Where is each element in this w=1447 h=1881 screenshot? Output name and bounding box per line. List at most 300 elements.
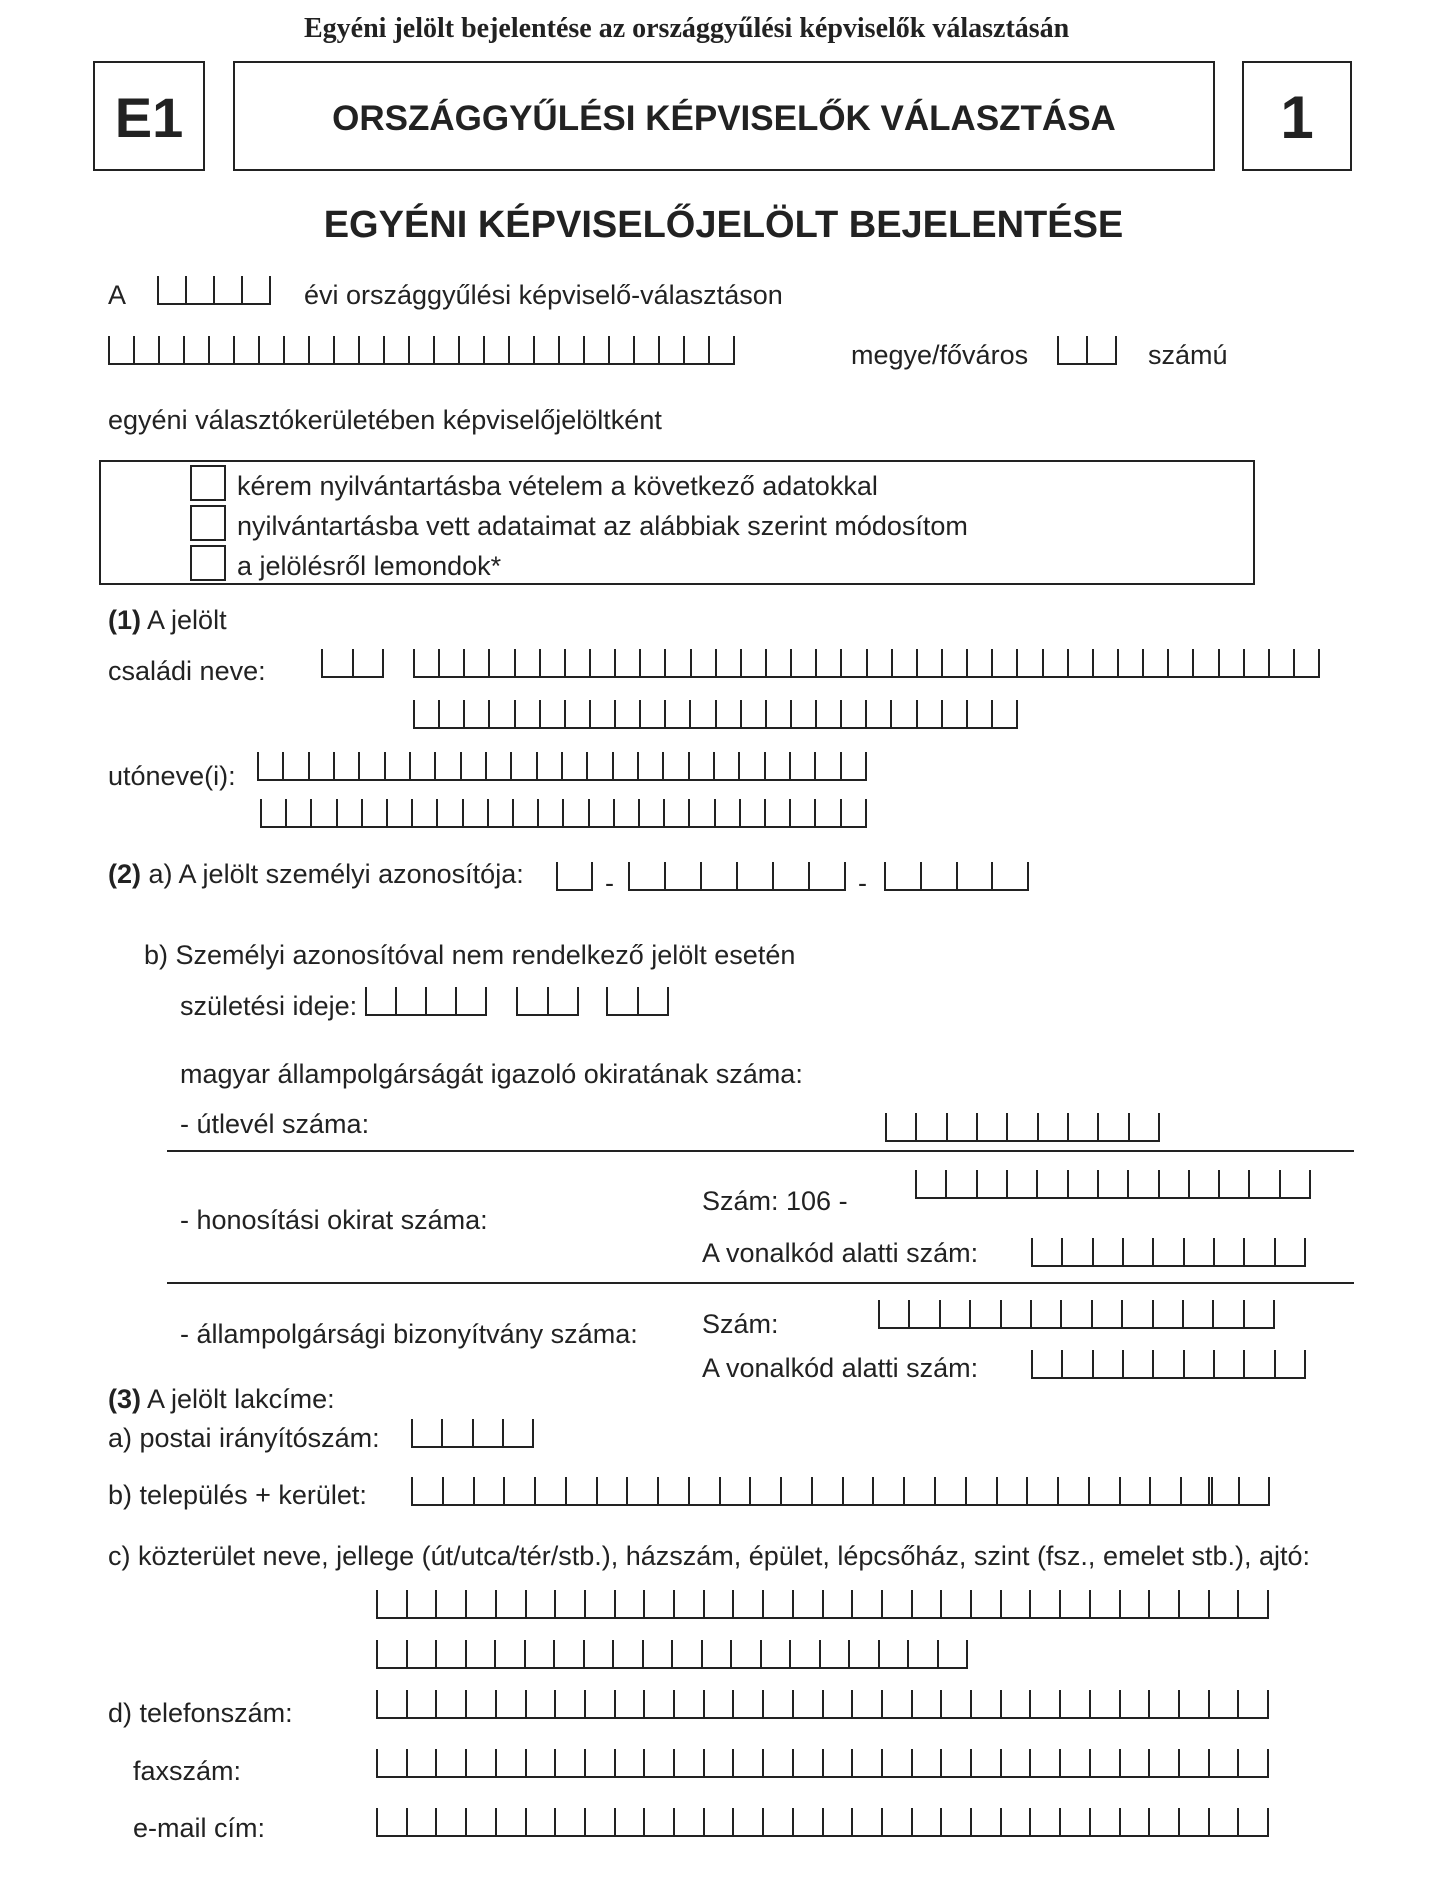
char-cell[interactable] [1237,1590,1269,1617]
char-cell[interactable] [1243,1238,1273,1265]
char-cell[interactable] [1030,1300,1060,1327]
char-cell[interactable] [1212,1300,1242,1327]
char-cell[interactable] [842,1477,873,1504]
char-cell[interactable] [1088,1477,1119,1504]
char-cell[interactable] [438,649,463,676]
char-cell[interactable] [564,700,589,727]
char-cell[interactable] [1061,1350,1091,1377]
char-cell[interactable] [556,862,593,889]
char-cell[interactable] [465,1590,495,1617]
char-cell[interactable] [361,799,386,826]
personal-id-part2-field[interactable] [628,862,846,891]
char-cell[interactable] [1149,1477,1180,1504]
char-cell[interactable] [514,700,539,727]
char-cell[interactable] [596,1477,627,1504]
street-field-line1[interactable] [376,1590,1269,1619]
city-field[interactable] [411,1477,1213,1506]
char-cell[interactable] [976,1170,1006,1197]
char-cell[interactable] [1042,649,1067,676]
char-cell[interactable] [1213,1350,1243,1377]
char-cell[interactable] [260,799,285,826]
char-cell[interactable] [183,336,208,363]
char-cell[interactable] [760,1640,790,1667]
char-cell[interactable] [536,752,561,779]
char-cell[interactable] [1213,1238,1243,1265]
char-cell[interactable] [435,1808,465,1835]
char-cell[interactable] [1243,649,1268,676]
char-cell[interactable] [458,336,483,363]
char-cell[interactable] [608,336,633,363]
char-cell[interactable] [703,1590,733,1617]
char-cell[interactable] [991,700,1018,727]
char-cell[interactable] [1000,1300,1030,1327]
char-cell[interactable] [1059,1749,1089,1776]
char-cell[interactable] [321,649,352,676]
personal-id-part1-field[interactable] [556,862,593,891]
char-cell[interactable] [626,1477,657,1504]
char-cell[interactable] [365,987,395,1014]
street-field-line2[interactable] [376,1640,968,1669]
char-cell[interactable] [688,1477,719,1504]
char-cell[interactable] [614,700,639,727]
char-cell[interactable] [891,649,916,676]
char-cell[interactable] [1089,1749,1119,1776]
char-cell[interactable] [455,987,487,1014]
char-cell[interactable] [435,1590,465,1617]
char-cell[interactable] [406,1640,436,1667]
char-cell[interactable] [1026,1477,1057,1504]
char-cell[interactable] [664,649,689,676]
char-cell[interactable] [714,799,739,826]
zip-field[interactable] [411,1419,534,1448]
char-cell[interactable] [643,1808,673,1835]
char-cell[interactable] [1208,1590,1238,1617]
char-cell[interactable] [941,649,966,676]
char-cell[interactable] [884,862,920,889]
char-cell[interactable] [352,649,385,676]
char-cell[interactable] [762,1749,792,1776]
char-cell[interactable] [584,1590,614,1617]
char-cell[interactable] [514,649,539,676]
char-cell[interactable] [715,700,740,727]
char-cell[interactable] [1293,649,1320,676]
char-cell[interactable] [940,1690,970,1717]
char-cell[interactable] [1243,1350,1273,1377]
char-cell[interactable] [441,1419,471,1446]
char-cell[interactable] [425,987,455,1014]
char-cell[interactable] [525,1690,555,1717]
char-cell[interactable] [643,1749,673,1776]
char-cell[interactable] [1178,1808,1208,1835]
char-cell[interactable] [462,799,487,826]
withdraw-checkbox[interactable] [190,545,226,581]
char-cell[interactable] [1092,1350,1122,1377]
char-cell[interactable] [465,1640,495,1667]
register-checkbox[interactable] [190,465,226,501]
char-cell[interactable] [865,700,890,727]
char-cell[interactable] [465,1808,495,1835]
char-cell[interactable] [561,752,586,779]
char-cell[interactable] [1218,649,1243,676]
char-cell[interactable] [1119,1749,1149,1776]
char-cell[interactable] [502,1419,534,1446]
char-cell[interactable] [606,987,637,1014]
char-cell[interactable] [911,1749,941,1776]
char-cell[interactable] [612,752,637,779]
char-cell[interactable] [413,649,438,676]
char-cell[interactable] [780,1477,811,1504]
char-cell[interactable] [765,700,790,727]
char-cell[interactable] [1091,1300,1121,1327]
char-cell[interactable] [534,1477,565,1504]
county-name-field[interactable] [108,336,735,365]
char-cell[interactable] [525,1808,555,1835]
char-cell[interactable] [970,1590,1000,1617]
char-cell[interactable] [565,1477,596,1504]
char-cell[interactable] [333,752,358,779]
char-cell[interactable] [495,1749,525,1776]
char-cell[interactable] [185,276,213,303]
char-cell[interactable] [790,649,815,676]
char-cell[interactable] [525,1590,555,1617]
char-cell[interactable] [740,649,765,676]
char-cell[interactable] [435,1690,465,1717]
char-cell[interactable] [1059,1590,1089,1617]
char-cell[interactable] [940,1749,970,1776]
char-cell[interactable] [851,1808,881,1835]
char-cell[interactable] [614,1808,644,1835]
char-cell[interactable] [976,1113,1006,1140]
char-cell[interactable] [708,336,735,363]
char-cell[interactable] [1029,1590,1059,1617]
char-cell[interactable] [512,799,537,826]
char-cell[interactable] [1089,1808,1119,1835]
char-cell[interactable] [881,1749,911,1776]
citizenship-cert-number-field[interactable] [878,1300,1275,1329]
char-cell[interactable] [1148,1690,1178,1717]
char-cell[interactable] [1057,336,1086,363]
family-name-prefix-field[interactable] [321,649,384,678]
char-cell[interactable] [554,1749,584,1776]
char-cell[interactable] [1237,1749,1269,1776]
char-cell[interactable] [762,1690,792,1717]
char-cell[interactable] [1119,1477,1150,1504]
char-cell[interactable] [736,862,772,889]
char-cell[interactable] [764,799,789,826]
char-cell[interactable] [1097,1113,1127,1140]
char-cell[interactable] [713,752,738,779]
naturalization-number-field[interactable] [915,1170,1311,1199]
char-cell[interactable] [554,1590,584,1617]
char-cell[interactable] [872,1477,903,1504]
char-cell[interactable] [915,1170,945,1197]
char-cell[interactable] [1067,649,1092,676]
char-cell[interactable] [764,752,789,779]
char-cell[interactable] [789,752,814,779]
char-cell[interactable] [772,862,808,889]
char-cell[interactable] [808,862,846,889]
char-cell[interactable] [1152,1238,1182,1265]
char-cell[interactable] [633,336,658,363]
char-cell[interactable] [792,1690,822,1717]
char-cell[interactable] [663,799,688,826]
char-cell[interactable] [1158,1170,1188,1197]
char-cell[interactable] [1243,1300,1275,1327]
char-cell[interactable] [1089,1690,1119,1717]
char-cell[interactable] [495,1808,525,1835]
char-cell[interactable] [738,752,763,779]
char-cell[interactable] [1237,1808,1269,1835]
char-cell[interactable] [465,1749,495,1776]
char-cell[interactable] [333,336,358,363]
char-cell[interactable] [878,1640,908,1667]
char-cell[interactable] [639,700,664,727]
char-cell[interactable] [257,752,282,779]
birth-day-field[interactable] [606,987,669,1016]
char-cell[interactable] [1000,1808,1030,1835]
char-cell[interactable] [840,700,865,727]
char-cell[interactable] [1237,1690,1269,1717]
char-cell[interactable] [937,1640,969,1667]
char-cell[interactable] [969,1300,999,1327]
char-cell[interactable] [408,336,433,363]
char-cell[interactable] [822,1749,852,1776]
char-cell[interactable] [1119,1808,1149,1835]
district-number-field[interactable] [1057,336,1117,365]
char-cell[interactable] [612,1640,642,1667]
passport-number-field[interactable] [885,1113,1160,1142]
char-cell[interactable] [940,1590,970,1617]
char-cell[interactable] [881,1808,911,1835]
char-cell[interactable] [789,1640,819,1667]
char-cell[interactable] [819,1640,849,1667]
char-cell[interactable] [732,1749,762,1776]
char-cell[interactable] [442,1477,473,1504]
char-cell[interactable] [553,1640,583,1667]
char-cell[interactable] [1000,1749,1030,1776]
char-cell[interactable] [435,1640,465,1667]
char-cell[interactable] [907,1640,937,1667]
char-cell[interactable] [614,649,639,676]
char-cell[interactable] [108,336,133,363]
char-cell[interactable] [715,649,740,676]
char-cell[interactable] [1117,649,1142,676]
char-cell[interactable] [908,1300,938,1327]
char-cell[interactable] [673,1749,703,1776]
char-cell[interactable] [966,700,991,727]
char-cell[interactable] [689,700,714,727]
char-cell[interactable] [789,799,814,826]
char-cell[interactable] [1006,1170,1036,1197]
char-cell[interactable] [1037,1113,1067,1140]
char-cell[interactable] [851,1590,881,1617]
char-cell[interactable] [664,700,689,727]
char-cell[interactable] [1000,1690,1030,1717]
char-cell[interactable] [241,276,271,303]
char-cell[interactable] [1167,649,1192,676]
char-cell[interactable] [822,1808,852,1835]
char-cell[interactable] [1183,1350,1213,1377]
char-cell[interactable] [885,1113,915,1140]
char-cell[interactable] [406,1590,436,1617]
char-cell[interactable] [940,1808,970,1835]
char-cell[interactable] [503,1477,534,1504]
char-cell[interactable] [586,752,611,779]
char-cell[interactable] [1152,1350,1182,1377]
char-cell[interactable] [308,336,333,363]
char-cell[interactable] [433,336,458,363]
char-cell[interactable] [434,752,459,779]
char-cell[interactable] [411,1419,441,1446]
char-cell[interactable] [1148,1590,1178,1617]
char-cell[interactable] [463,649,488,676]
char-cell[interactable] [790,700,815,727]
char-cell[interactable] [792,1808,822,1835]
fax-field[interactable] [376,1749,1269,1778]
char-cell[interactable] [1000,1590,1030,1617]
char-cell[interactable] [488,649,513,676]
char-cell[interactable] [939,1300,969,1327]
char-cell[interactable] [965,1477,996,1504]
char-cell[interactable] [664,862,700,889]
char-cell[interactable] [1067,1170,1097,1197]
year-field[interactable] [157,276,271,305]
char-cell[interactable] [703,1808,733,1835]
char-cell[interactable] [614,1590,644,1617]
char-cell[interactable] [472,1419,502,1446]
char-cell[interactable] [934,1477,965,1504]
char-cell[interactable] [1089,1590,1119,1617]
char-cell[interactable] [1248,1170,1278,1197]
char-cell[interactable] [792,1590,822,1617]
char-cell[interactable] [637,987,670,1014]
char-cell[interactable] [584,1690,614,1717]
char-cell[interactable] [637,752,662,779]
char-cell[interactable] [233,336,258,363]
email-field[interactable] [376,1808,1269,1837]
char-cell[interactable] [946,1113,976,1140]
char-cell[interactable] [765,649,790,676]
char-cell[interactable] [395,987,425,1014]
char-cell[interactable] [308,752,333,779]
char-cell[interactable] [516,987,547,1014]
char-cell[interactable] [688,752,713,779]
char-cell[interactable] [584,1808,614,1835]
char-cell[interactable] [213,276,241,303]
char-cell[interactable] [589,700,614,727]
char-cell[interactable] [1148,1808,1178,1835]
char-cell[interactable] [310,799,335,826]
char-cell[interactable] [970,1690,1000,1717]
char-cell[interactable] [411,799,436,826]
char-cell[interactable] [903,1477,934,1504]
char-cell[interactable] [614,1749,644,1776]
char-cell[interactable] [158,336,183,363]
char-cell[interactable] [1152,1300,1182,1327]
char-cell[interactable] [642,1640,672,1667]
char-cell[interactable] [473,1477,504,1504]
char-cell[interactable] [558,336,583,363]
char-cell[interactable] [662,752,687,779]
char-cell[interactable] [1192,649,1217,676]
char-cell[interactable] [524,1640,554,1667]
char-cell[interactable] [488,700,513,727]
char-cell[interactable] [384,752,409,779]
given-names-field-line1[interactable] [257,752,867,781]
char-cell[interactable] [406,1749,436,1776]
char-cell[interactable] [639,649,664,676]
char-cell[interactable] [658,336,683,363]
char-cell[interactable] [508,336,533,363]
char-cell[interactable] [1006,1113,1036,1140]
char-cell[interactable] [732,1808,762,1835]
char-cell[interactable] [1059,1808,1089,1835]
char-cell[interactable] [487,799,512,826]
char-cell[interactable] [991,649,1016,676]
char-cell[interactable] [285,799,310,826]
char-cell[interactable] [1029,1749,1059,1776]
char-cell[interactable] [554,1808,584,1835]
char-cell[interactable] [258,336,283,363]
char-cell[interactable] [413,700,438,727]
char-cell[interactable] [411,1477,442,1504]
char-cell[interactable] [945,1170,975,1197]
char-cell[interactable] [336,799,361,826]
char-cell[interactable] [1061,1238,1091,1265]
char-cell[interactable] [1031,1350,1061,1377]
char-cell[interactable] [970,1808,1000,1835]
char-cell[interactable] [628,862,664,889]
char-cell[interactable] [539,649,564,676]
char-cell[interactable] [916,700,941,727]
char-cell[interactable] [1092,1238,1122,1265]
char-cell[interactable] [438,700,463,727]
char-cell[interactable] [1148,1749,1178,1776]
char-cell[interactable] [643,1690,673,1717]
char-cell[interactable] [890,700,915,727]
char-cell[interactable] [732,1590,762,1617]
char-cell[interactable] [811,1477,842,1504]
char-cell[interactable] [583,336,608,363]
char-cell[interactable] [671,1640,701,1667]
char-cell[interactable] [1067,1113,1097,1140]
char-cell[interactable] [911,1690,941,1717]
char-cell[interactable] [208,336,233,363]
char-cell[interactable] [465,1690,495,1717]
char-cell[interactable] [1060,1300,1090,1327]
char-cell[interactable] [564,649,589,676]
char-cell[interactable] [851,1749,881,1776]
char-cell[interactable] [1029,1690,1059,1717]
char-cell[interactable] [701,1640,731,1667]
char-cell[interactable] [1208,1477,1238,1504]
char-cell[interactable] [133,336,158,363]
char-cell[interactable] [539,700,564,727]
char-cell[interactable] [583,1640,613,1667]
char-cell[interactable] [435,1749,465,1776]
char-cell[interactable] [866,649,891,676]
phone-field[interactable] [376,1690,1269,1719]
personal-id-part3-field[interactable] [884,862,1029,891]
char-cell[interactable] [822,1690,852,1717]
char-cell[interactable] [588,799,613,826]
char-cell[interactable] [406,1808,436,1835]
char-cell[interactable] [881,1590,911,1617]
char-cell[interactable] [673,1690,703,1717]
char-cell[interactable] [510,752,535,779]
char-cell[interactable] [840,752,867,779]
char-cell[interactable] [409,752,434,779]
